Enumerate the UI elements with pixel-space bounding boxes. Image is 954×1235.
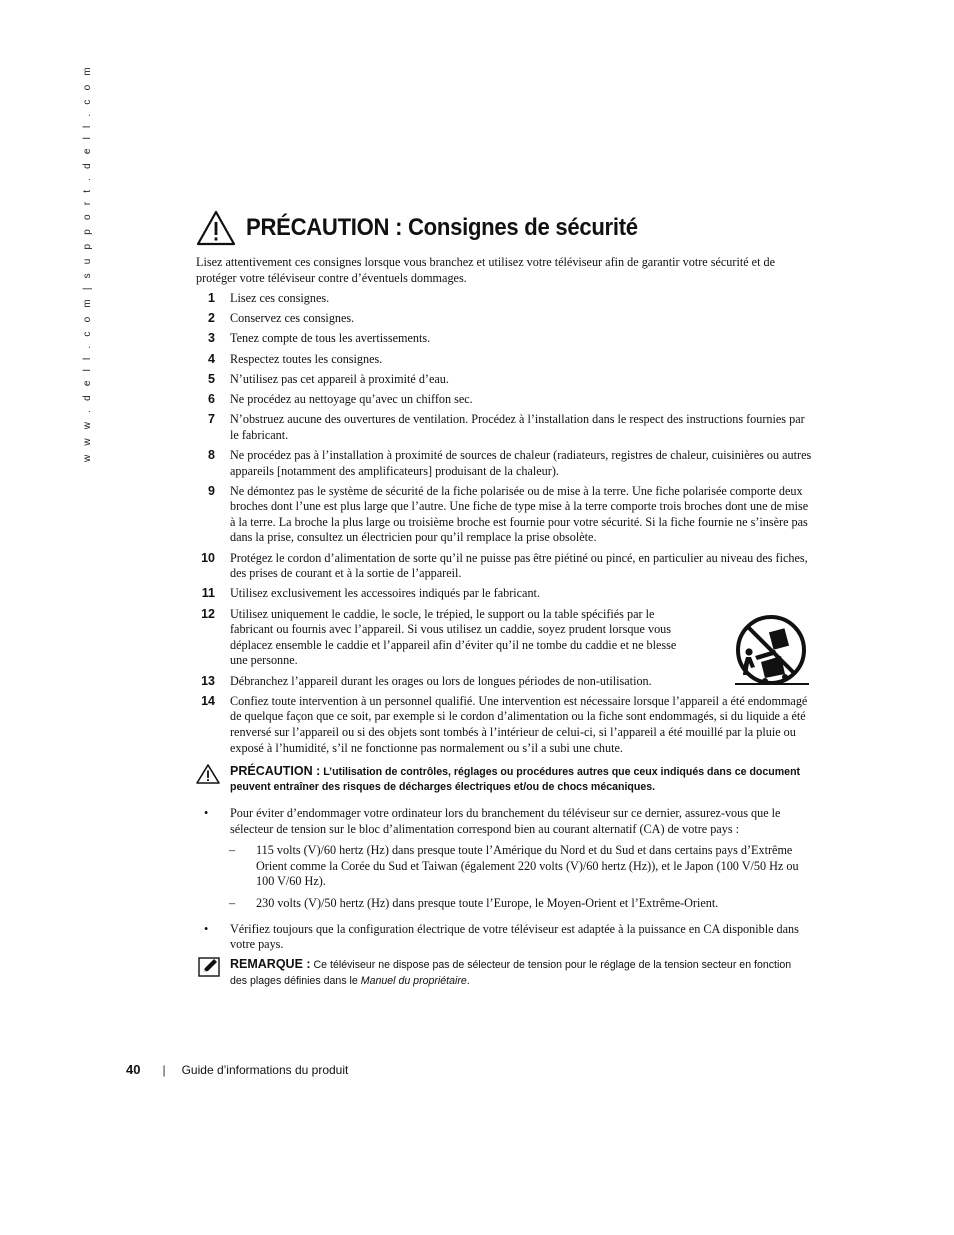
title-row xyxy=(196,210,672,246)
step-item xyxy=(196,352,816,368)
step-number: 7 xyxy=(208,412,215,427)
step-number: 9 xyxy=(208,483,215,498)
step-item xyxy=(196,331,816,347)
note-notice xyxy=(196,957,808,989)
sub-item-text: 230 volts (V)/50 hertz (Hz) dans presque toute l’Europe, le Moyen-Orient et l’Extrême-Orient. xyxy=(256,895,719,910)
step-text: Tenez compte de tous les avertissements. xyxy=(230,331,431,346)
step-item xyxy=(196,551,816,582)
intro-text: Lisez attentivement ces consignes lorsque vous branchez et utilisez votre téléviseur afin de garantir votre sécurité et de protéger votre téléviseur contre d’éventuels dommages. xyxy=(196,255,776,285)
page-number: 40 xyxy=(126,1062,141,1077)
step-number: 5 xyxy=(208,371,215,386)
page-title: PRÉCAUTION : Consignes de sécurité xyxy=(246,214,638,241)
step-number: 2 xyxy=(208,311,215,326)
step-text: Lisez ces consignes. xyxy=(230,291,330,305)
step-item xyxy=(196,484,816,546)
safety-steps-list xyxy=(196,291,816,761)
step-number: 8 xyxy=(208,447,215,462)
step-number: 14 xyxy=(201,693,215,708)
step-text: Protégez le cordon d’alimentation de sorte qu’il ne puisse pas être piétiné ou pincé, en particulier au niveau des fiches, des prises de courant et à la sortie de l’appareil. xyxy=(230,550,808,581)
list-item xyxy=(196,806,808,837)
step-text: Conservez ces consignes. xyxy=(230,311,355,326)
sub-list-item xyxy=(196,843,808,890)
step-text: Utilisez uniquement le caddie, le socle, le trépied, le support ou la table spécifiés par le fabricant ou fournis avec l’appareil. Si vous utilisez un caddie, soyez prudent lorsque vous déplacez ensemble le caddie et l’appareil afin d’éviter qu’il ne tombe du caddie et ne blesse une personne. xyxy=(230,606,677,668)
footer-title: Guide d’informations du produit xyxy=(181,1062,349,1077)
step-number: 11 xyxy=(201,586,215,601)
cart-tipover-warning-icon xyxy=(731,612,813,690)
step-text: Ne procédez au nettoyage qu’avec un chiffon sec. xyxy=(230,391,473,406)
bullet-marker: • xyxy=(204,806,209,820)
step-number: 13 xyxy=(201,673,215,688)
note-label: REMARQUE : xyxy=(230,957,311,971)
dash-marker: – xyxy=(229,895,236,910)
step-text: Ne procédez pas à l’installation à proximité de sources de chaleur (radiateurs, registres de chaleur, cuisinières ou autres appareils [notamment des amplificateurs] produisant de la chaleur). xyxy=(230,447,812,478)
list-item xyxy=(196,922,808,953)
note-text: Ce téléviseur ne dispose pas de sélecteur de tension pour le réglage de la tension secteur en fonction des plages définies dans le xyxy=(230,959,792,987)
bullet-text: Pour éviter d’endommager votre ordinateur lors du branchement du téléviseur sur ce dernier, assurez-vous que le sélecteur de tension sur le bloc d’alimentation correspond bien au courant alternatif (CA) de votre pays : xyxy=(230,806,781,836)
page-footer xyxy=(126,1062,348,1077)
note-manual-title: Manuel du propriétaire xyxy=(360,974,467,987)
step-text: Ne démontez pas le système de sécurité de la fiche polarisée ou de mise à la terre. Une fiche polarisée comporte deux broches dont l’une est plus large que l’autre. Une fiche de type mise à la terre comporte trois broches dont une de mise à la terre. La broche la plus large ou troisième broche est fournie pour votre sécurité. Si la fiche fournie ne s’insère pas dans la prise, consultez un électricien pour qu’il remplace la prise obsolète. xyxy=(230,483,809,545)
step-number: 10 xyxy=(201,550,215,565)
step-number: 1 xyxy=(208,291,215,305)
bullet-marker: • xyxy=(204,921,209,936)
footer-separator: | xyxy=(162,1062,166,1077)
step-text: N’utilisez pas cet appareil à proximité d’eau. xyxy=(230,371,449,386)
side-url: w w w . d e l l . c o m | s u p p o r t . d e l l . c o m xyxy=(82,64,93,462)
voltage-bullets xyxy=(196,806,808,959)
dash-marker: – xyxy=(229,843,236,858)
warning-icon xyxy=(196,764,220,784)
step-item xyxy=(196,412,816,443)
step-number: 6 xyxy=(208,391,215,406)
note-period: . xyxy=(466,974,470,987)
step-text: Utilisez exclusivement les accessoires indiqués par le fabricant. xyxy=(230,586,540,601)
step-text: Respectez toutes les consignes. xyxy=(230,351,383,366)
step-text: Débranchez l’appareil durant les orages ou lors de longues périodes de non-utilisation. xyxy=(230,673,652,688)
step-text: N’obstruez aucune des ouvertures de ventilation. Procédez à l’installation dans le respect des instructions fournies par le fabricant. xyxy=(230,412,805,442)
bullet-text: Vérifiez toujours que la configuration électrique de votre téléviseur est adaptée à la puissance en CA disponible dans votre pays. xyxy=(230,921,799,952)
step-item xyxy=(196,607,816,669)
step-item xyxy=(196,448,816,479)
caution-label: PRÉCAUTION : xyxy=(230,764,321,778)
warning-icon xyxy=(196,210,236,246)
pencil-note-icon xyxy=(198,957,220,977)
sub-item-text: 115 volts (V)/60 hertz (Hz) dans presque toute l’Amérique du Nord et du Sud et dans certains pays d’Extrême Orient comme la Corée du Sud et Taiwan (également 220 volts (V)/60 hertz (Hz)), et le Japon (100 V/50 Hz ou 100 V/60 Hz). xyxy=(256,843,799,889)
caution-text: L’utilisation de contrôles, réglages ou procédures autres que ceux indiqués dans ce document peuvent entraîner des risques de décharges électriques et/ou de chocs mécaniques. xyxy=(230,766,801,793)
step-item xyxy=(196,311,816,327)
step-item xyxy=(196,694,816,756)
step-item xyxy=(196,392,816,408)
sub-list-item xyxy=(196,896,808,912)
step-item xyxy=(196,674,816,690)
step-number: 12 xyxy=(201,606,215,621)
step-item xyxy=(196,372,816,388)
step-item xyxy=(196,291,816,307)
step-text: Confiez toute intervention à un personnel qualifié. Une intervention est nécessaire lorsque l’appareil a été endommagé de quelque façon que ce soit, par exemple si le cordon d’alimentation ou la fiche sont endommagés, si du liquide a été renversé sur l’appareil ou si des objets sont tombés à l’intérieur de celui-ci, si l’appareil a été mouillé par la pluie ou exposé à l’humidité, s’il ne fonctionne pas normalement ou s’il a subi une chute. xyxy=(230,693,808,755)
step-number: 4 xyxy=(208,351,215,366)
step-item xyxy=(196,586,816,602)
step-number: 3 xyxy=(208,331,215,346)
caution-notice xyxy=(196,764,808,795)
